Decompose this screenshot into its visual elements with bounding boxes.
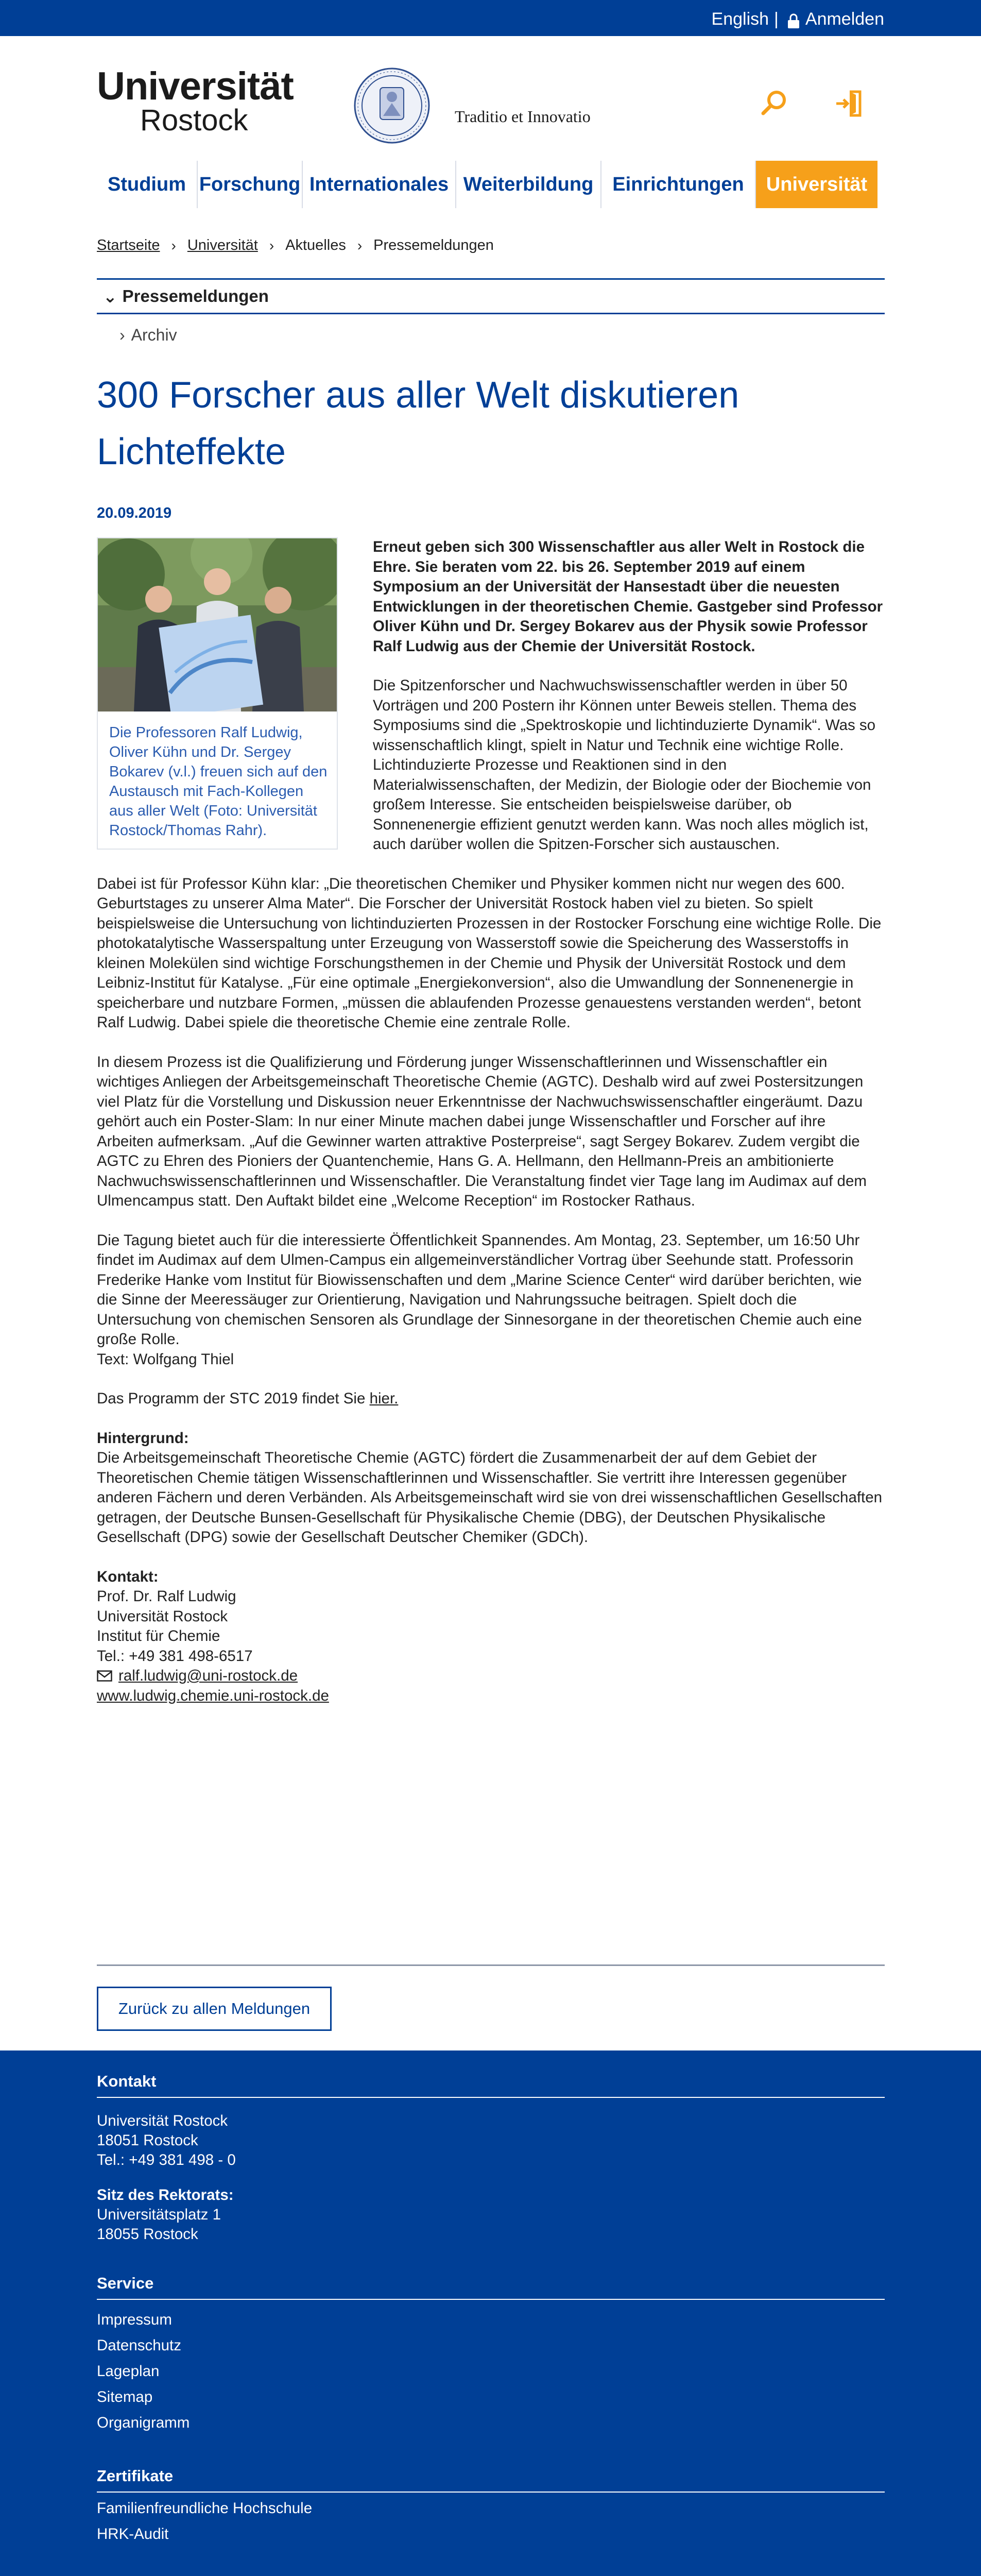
article-paragraph-3: In diesem Prozess ist die Qualifizierung und Förderung junger Wissenschaftlerinnen und Wissenschaftler ein wichtiges Anliegen der Arbeitsgemeinschaft Theoretische Chemie (AGTC). Deshalb wird auf zwei Postersitzungen viel Platz für die Vorstellung und Diskussion neuer Erkenntnisse der Nachwuchswissenschaftler eingeräumt. Dazu gehört auch ein Poster-Slam: In nur einer Minute machen dabei junge Wissenschaftler und Forscher auf ihre Arbeiten aufmerksam. „Auf die Gewinner warten attraktive Posterpreise“, sagt Sergey Bokarev. Zudem vergibt die AGTC zu Ehren des Pioniers der Quantenchemie, Hans G. A. Hellmann, den Hellmann-Preis an ambitionierte Nachwuchswissenschaftlerinnen und Wissenschaftler. Die Veranstaltung findet vier Tage lang im Audimax auf dem Ulmencampus statt. Den Auftakt bildet eine „Welcome Reception“ im Rostocker Rathaus. <box>97 1053 867 1209</box>
footer-service-links <box>97 2307 190 2436</box>
footer-kontakt-block <box>97 2111 236 2244</box>
background-heading: Hintergrund: <box>97 1429 189 1447</box>
program-text: Das Programm der STC 2019 findet Sie <box>97 1390 370 1407</box>
page-title: 300 Forscher aus aller Welt diskutieren Lichteffekte <box>97 375 739 472</box>
nav-item-forschung[interactable]: Forschung <box>198 161 303 208</box>
logo-line-1: Universität <box>97 64 294 108</box>
section-nav-pressemeldungen[interactable]: Pressemeldungen <box>122 286 269 306</box>
chevron-down-icon: ⌄ <box>103 286 117 306</box>
contact-web-link[interactable]: www.ludwig.chemie.uni-rostock.de <box>97 1687 329 1704</box>
search-icon[interactable] <box>759 89 789 118</box>
section-nav <box>97 278 885 314</box>
footer-link-impressum[interactable]: Impressum <box>97 2311 172 2328</box>
chevron-right-icon: › <box>119 326 125 344</box>
footer-link-hrk-audit[interactable]: HRK-Audit <box>97 2526 169 2543</box>
main-navigation <box>97 161 885 208</box>
chevron-right-icon: › <box>357 237 363 253</box>
contact-heading: Kontakt: <box>97 1568 159 1585</box>
nav-item-internationales[interactable]: Internationales <box>303 161 456 208</box>
contact-institute: Institut für Chemie <box>97 1628 220 1645</box>
top-bar <box>0 0 981 36</box>
footer-divider <box>97 2097 885 2098</box>
footer-link-lageplan[interactable]: Lageplan <box>97 2363 160 2380</box>
language-link[interactable]: English <box>711 9 769 29</box>
footer-kontakt-line: 18051 Rostock <box>97 2132 198 2149</box>
breadcrumb <box>97 237 494 254</box>
contact-email-link[interactable]: ralf.ludwig@uni-rostock.de <box>118 1667 298 1684</box>
contact-email-line <box>97 1666 885 1686</box>
breadcrumb-universitaet[interactable]: Universität <box>187 237 258 253</box>
breadcrumb-current: Pressemeldungen <box>373 237 494 253</box>
article-author: Text: Wolfgang Thiel <box>97 1350 234 1368</box>
logo-line-2: Rostock <box>140 104 248 137</box>
mail-icon <box>97 1670 112 1682</box>
footer-divider <box>97 2299 885 2300</box>
archiv-label: Archiv <box>131 326 177 344</box>
university-logo[interactable] <box>97 64 591 139</box>
university-motto: Traditio et Innovatio <box>455 107 591 126</box>
contact-name: Prof. Dr. Ralf Ludwig <box>97 1588 236 1605</box>
contact-web-line <box>97 1686 885 1706</box>
footer-service-heading: Service <box>97 2274 154 2292</box>
footer-kontakt-line: Universität Rostock <box>97 2112 228 2129</box>
figure-spacer <box>97 537 338 850</box>
article-lead: Erneut geben sich 300 Wissenschaftler aus aller Welt in Rostock die Ehre. Sie beraten vom 22. bis 26. September 2019 auf einem Symposium an der Universität der Hansestadt über die neuesten Entwicklungen in der theoretischen Chemie. Gastgeber sind Professor Oliver Kühn und Dr. Sergey Bokarev aus der Physik sowie Professor Ralf Ludwig aus der Chemie der Universität Rostock. <box>373 538 883 655</box>
login-link[interactable]: Anmelden <box>805 9 884 29</box>
site-footer <box>0 2050 981 2576</box>
footer-kontakt-heading: Kontakt <box>97 2072 157 2090</box>
back-to-news-button[interactable]: Zurück zu allen Meldungen <box>97 1987 332 2031</box>
content-divider <box>97 1964 885 1966</box>
article-date: 20.09.2019 <box>97 505 172 521</box>
article-paragraph-4: Die Tagung bietet auch für die interessierte Öffentlichkeit Spannendes. Am Montag, 23. September, um 16:50 Uhr findet im Audimax auf dem Ulmen-Campus ein allgemeinverständlicher Vortrag über Seehunde statt. Professorin Frederike Hanke vom Institut für Biowissenschaften und dem „Marine Science Center“ wird darüber berichten, wie die Sinne der Meeressäuger zur Orientierung, Navigation und Nahrungssuche beitragen. Spielt doch die Untersuchung von chemischen Sensoren als Grundlage der Sinnesorgane in der theoretischen Chemie auch eine große Rolle. <box>97 1231 862 1348</box>
footer-link-datenschutz[interactable]: Datenschutz <box>97 2337 181 2354</box>
lock-icon <box>787 13 800 29</box>
nav-item-einrichtungen[interactable]: Einrichtungen <box>601 161 756 208</box>
program-line <box>97 1389 885 1409</box>
nav-item-universitaet[interactable]: Universität <box>756 161 877 208</box>
top-bar-links <box>712 9 884 29</box>
footer-zertifikate-heading: Zertifikate <box>97 2467 174 2485</box>
program-link[interactable]: hier. <box>369 1390 399 1407</box>
contact-university: Universität Rostock <box>97 1607 228 1625</box>
article-paragraph-2: Dabei ist für Professor Kühn klar: „Die theoretischen Chemiker und Physiker kommen nicht nur wegen des 600. Geburtstages zu unserer Alma Mater“. Die Forscher der Universität Rostock haben viel zu bieten. So spielt beispielsweise die Untersuchung von lichtinduzierten Prozessen in der Rostocker Forschung eine wichtige Rolle. Die photokatalytische Wasserspaltung unter Erzeugung von Wasserstoff sowie die Speicherung des Wasserstoffs in kleinen Molekülen sind wichtige Forschungsthemen in der Chemie und Physik der Universität Rostock und dem Leibniz-Institut für Katalyse. „Für eine optimale „Energiekonversion“, also die Umwandlung der Sonnenenergie in speicherbare und nutzbare Formen, „müssen die ablaufenden Prozesse genauestens verstanden werden“, betont Ralf Ludwig. Dabei spiele die theoretische Chemie eine zentrale Rolle. <box>97 875 882 1031</box>
footer-divider <box>97 2492 885 2493</box>
footer-rektorat-line: 18055 Rostock <box>97 2226 198 2243</box>
breadcrumb-startseite[interactable]: Startseite <box>97 237 160 253</box>
chevron-right-icon: › <box>171 237 176 253</box>
chevron-right-icon: › <box>269 237 274 253</box>
breadcrumb-aktuelles[interactable]: Aktuelles <box>285 237 346 253</box>
footer-zertifikate-links <box>97 2496 312 2547</box>
footer-kontakt-line: Tel.: +49 381 498 - 0 <box>97 2151 236 2168</box>
footer-link-sitemap[interactable]: Sitemap <box>97 2388 153 2405</box>
nav-item-weiterbildung[interactable]: Weiterbildung <box>456 161 601 208</box>
contact-phone: Tel.: +49 381 498-6517 <box>97 1647 253 1665</box>
nav-item-studium[interactable]: Studium <box>97 161 198 208</box>
article-paragraph-1: Die Spitzenforscher und Nachwuchswissenschaftler werden in über 50 Vorträgen und 200 Postern ihr Können unter Beweis stellen. Thema des Symposiums sind die „Spektroskopie und lichtinduzierte Dynamik“. Was so wissenschaftlich klingt, spielt in Natur und Technik eine wichtige Rolle. Lichtinduzierte Prozesse und Reaktionen sind in den Materialwissenschaften, der Medizin, der Biologie oder der Biochemie von großem Interesse. Sie entscheiden beispielsweise darüber, ob Sonnenenergie effizient genutzt werden kann. Was noch alles möglich ist, auch darüber wollen die Spitzen-Forscher sich austauschen. <box>373 677 876 853</box>
logo-wordmark <box>97 64 294 137</box>
photo-caption: Die Professoren Ralf Ludwig, Oliver Kühn und Dr. Sergey Bokarev (v.l.) freuen sich auf den Austausch mit Fach-Kollegen aus aller Welt (Foto: Universität Rostock/Thomas Rahr). <box>109 724 328 839</box>
footer-rektorat-heading: Sitz des Rektorats: <box>97 2187 234 2204</box>
login-door-icon[interactable] <box>834 89 864 118</box>
university-seal-icon <box>353 67 431 144</box>
footer-rektorat-line: Universitätsplatz 1 <box>97 2206 221 2223</box>
top-bar-separator: | <box>774 9 779 29</box>
footer-link-organigramm[interactable]: Organigramm <box>97 2414 190 2431</box>
footer-link-familienfreundlich[interactable]: Familienfreundliche Hochschule <box>97 2500 313 2517</box>
background-text: Die Arbeitsgemeinschaft Theoretische Chemie (AGTC) fördert die Zusammenarbeit der auf dem Gebiet der Theoretischen Chemie tätigen Wissenschaftlerinnen und Wissenschaftler. Sie vertritt ihre Interessen gegenüber anderen Fächern und deren Verbänden. Als Arbeitsgemeinschaft wird sie von drei wissenschaftlichen Gesellschaften getragen, der Deutsche Bunsen-Gesellschaft für Physikalische Chemie (DBG), der Deutschen Physikalische Gesellschaft (DPG) sowie der Gesellschaft Deutscher Chemiker (GDCh). <box>97 1449 883 1546</box>
article-body <box>97 537 885 1706</box>
section-nav-archiv[interactable] <box>119 326 177 345</box>
